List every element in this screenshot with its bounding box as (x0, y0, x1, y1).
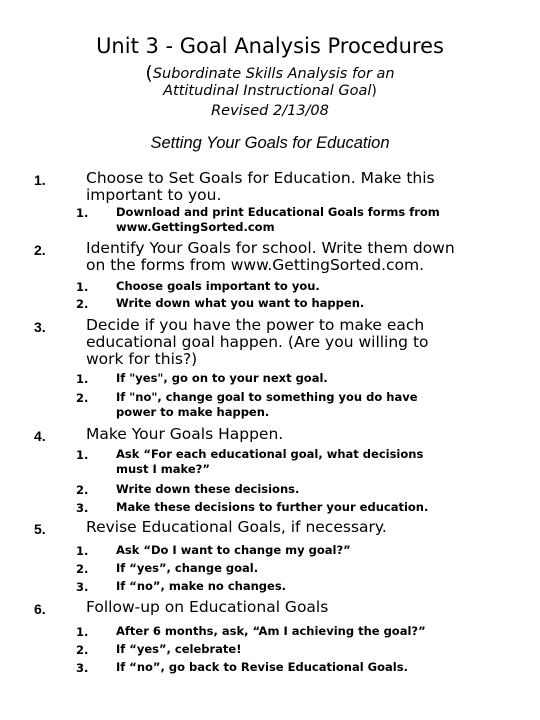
item-line: on the forms from www.GettingSorted.com. (86, 256, 425, 274)
subtitle-line-2 (0, 83, 540, 99)
subitem-text: Ask “Do I want to change my goal?” (116, 543, 351, 557)
item-text: Make Your Goals Happen. (86, 425, 284, 443)
subtitle-text-1: Subordinate Skills Analysis for an (152, 66, 395, 82)
subitem-line: If "no", change goal to something you do have (116, 390, 418, 404)
subitem-number: 2. (76, 297, 89, 311)
subitem-text (116, 205, 440, 234)
subitem-number: 1. (76, 372, 89, 386)
item-line: important to you. (86, 186, 222, 204)
subitem-number: 1. (76, 280, 89, 294)
subitem-text: If "yes", go on to your next goal. (116, 371, 328, 385)
item-line: Identify Your Goals for school. Write them down (86, 239, 455, 257)
item-line: educational goal happen. (Are you willing to (86, 333, 429, 351)
subitem-number: 1. (76, 448, 89, 462)
subitem-number: 3. (76, 580, 89, 594)
item-number: 5. (34, 521, 46, 537)
item-text (86, 170, 435, 204)
subitem-line: www.GettingSorted.com (116, 219, 275, 234)
subitem-number: 1. (76, 544, 89, 558)
subtitle-line-1 (0, 62, 540, 84)
item-number: 1. (34, 172, 46, 188)
subitem-number: 3. (76, 501, 89, 515)
item-line: work for this?) (86, 350, 198, 368)
subitem-number: 2. (76, 391, 89, 405)
revision-date: Revised 2/13/08 (211, 103, 329, 119)
item-number: 4. (34, 428, 46, 444)
subitem-number: 2. (76, 483, 89, 497)
section-heading: Setting Your Goals for Education (150, 134, 390, 152)
subitem-line: must I make?” (116, 461, 210, 476)
subitem-text (116, 447, 423, 476)
subitem-text: Make these decisions to further your education. (116, 500, 429, 514)
subitem-number: 3. (76, 661, 89, 675)
item-line: Choose to Set Goals for Education. Make this (86, 169, 435, 187)
subitem-text: If “yes”, celebrate! (116, 642, 242, 656)
subitem-number: 1. (76, 206, 89, 220)
item-text (86, 317, 429, 368)
item-number: 3. (34, 319, 46, 335)
subitem-line: Download and print Educational Goals forms from (116, 205, 440, 219)
item-text: Follow-up on Educational Goals (86, 598, 329, 616)
item-text (86, 240, 455, 274)
subitem-number: 2. (76, 643, 89, 657)
subitem-text: After 6 months, ask, “Am I achieving the goal?” (116, 624, 426, 638)
page-title: Unit 3 - Goal Analysis Procedures (96, 34, 444, 58)
subitem-text: Write down what you want to happen. (116, 296, 365, 310)
subitem-line: Ask “For each educational goal, what decisions (116, 447, 424, 461)
subtitle-text-2: Attitudinal Instructional Goal (163, 83, 372, 99)
item-text: Revise Educational Goals, if necessary. (86, 518, 387, 536)
subitem-text: If “no”, go back to Revise Educational Goals. (116, 660, 408, 674)
item-number: 2. (34, 242, 46, 258)
subitem-text: If “yes”, change goal. (116, 561, 259, 575)
item-line: Decide if you have the power to make each (86, 316, 425, 334)
subitem-text: Write down these decisions. (116, 482, 300, 496)
item-number: 6. (34, 601, 46, 617)
subitem-text (116, 390, 418, 419)
subitem-text: If “no”, make no changes. (116, 579, 287, 593)
subitem-number: 1. (76, 625, 89, 639)
subtitle-open-paren: ( (145, 62, 153, 84)
subitem-text: Choose goals important to you. (116, 279, 320, 293)
subtitle-close-paren: ) (371, 83, 377, 99)
subitem-number: 2. (76, 562, 89, 576)
subitem-line: power to make happen. (116, 404, 270, 419)
